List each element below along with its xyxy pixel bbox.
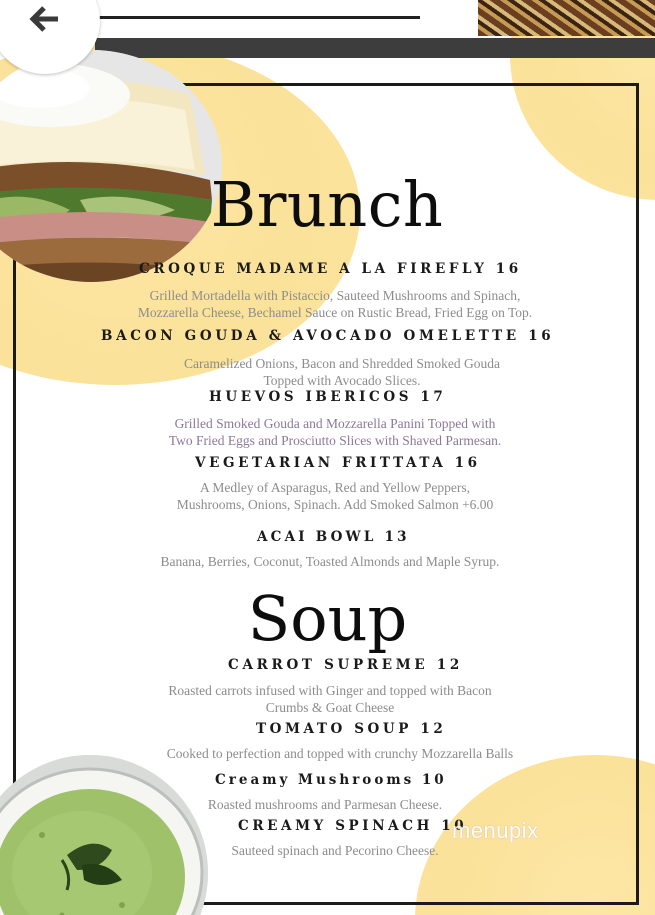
pizza-photo — [478, 0, 655, 36]
menu-item-description: Grilled Mortadella with Pistaccio, Sauteed Mushrooms and Spinach, Mozzarella Cheese, Bechamel Sauce on Rustic Bread, Fried Egg on Top. — [137, 288, 533, 320]
section-title-soup: Soup — [247, 582, 408, 655]
header-bar — [95, 38, 655, 58]
header-line — [90, 16, 420, 19]
arrow-left-icon — [28, 4, 62, 34]
menu-item-description: Grilled Smoked Gouda and Mozzarella Panini Topped with Two Fried Eggs and Prosciutto Slices with Shaved Parmesan. — [168, 416, 502, 448]
menu-item-name: BACON GOUDA & AVOCADO OMELETTE 16 — [101, 328, 555, 344]
menu-item-name: HUEVOS IBERICOS 17 — [209, 389, 447, 405]
menu-item-description: Roasted mushrooms and Parmesan Cheese. — [207, 797, 443, 812]
menu-item-name: Creamy Mushrooms 10 — [215, 772, 447, 788]
menu-item-description: Caramelized Onions, Bacon and Shredded Smoked Gouda Topped with Avocado Slices. — [183, 356, 501, 388]
menu-item-description: Banana, Berries, Coconut, Toasted Almonds and Maple Syrup. — [160, 554, 500, 569]
menu-item-name: TOMATO SOUP 12 — [256, 721, 447, 737]
menu-item-name: CROQUE MADAME A LA FIREFLY 16 — [139, 261, 522, 277]
section-title-brunch: Brunch — [210, 168, 444, 241]
menu-item-name: ACAI BOWL 13 — [257, 529, 410, 545]
menu-item-name: VEGETARIAN FRITTATA 16 — [195, 455, 481, 471]
menu-item-description: A Medley of Asparagus, Red and Yellow Peppers, Mushrooms, Onions, Spinach. Add Smoked Salmon +6.00 — [176, 480, 494, 512]
menu-item-name: CREAMY SPINACH 10 — [238, 818, 468, 834]
menu-item-description: Roasted carrots infused with Ginger and topped with Bacon Crumbs & Goat Cheese — [168, 683, 492, 715]
menu-item-name: CARROT SUPREME 12 — [228, 657, 463, 673]
menu-item-description: Sauteed spinach and Pecorino Cheese. — [231, 843, 439, 858]
menu-item-description: Cooked to perfection and topped with crunchy Mozzarella Balls — [166, 746, 514, 761]
watermark: menupix — [452, 818, 539, 843]
